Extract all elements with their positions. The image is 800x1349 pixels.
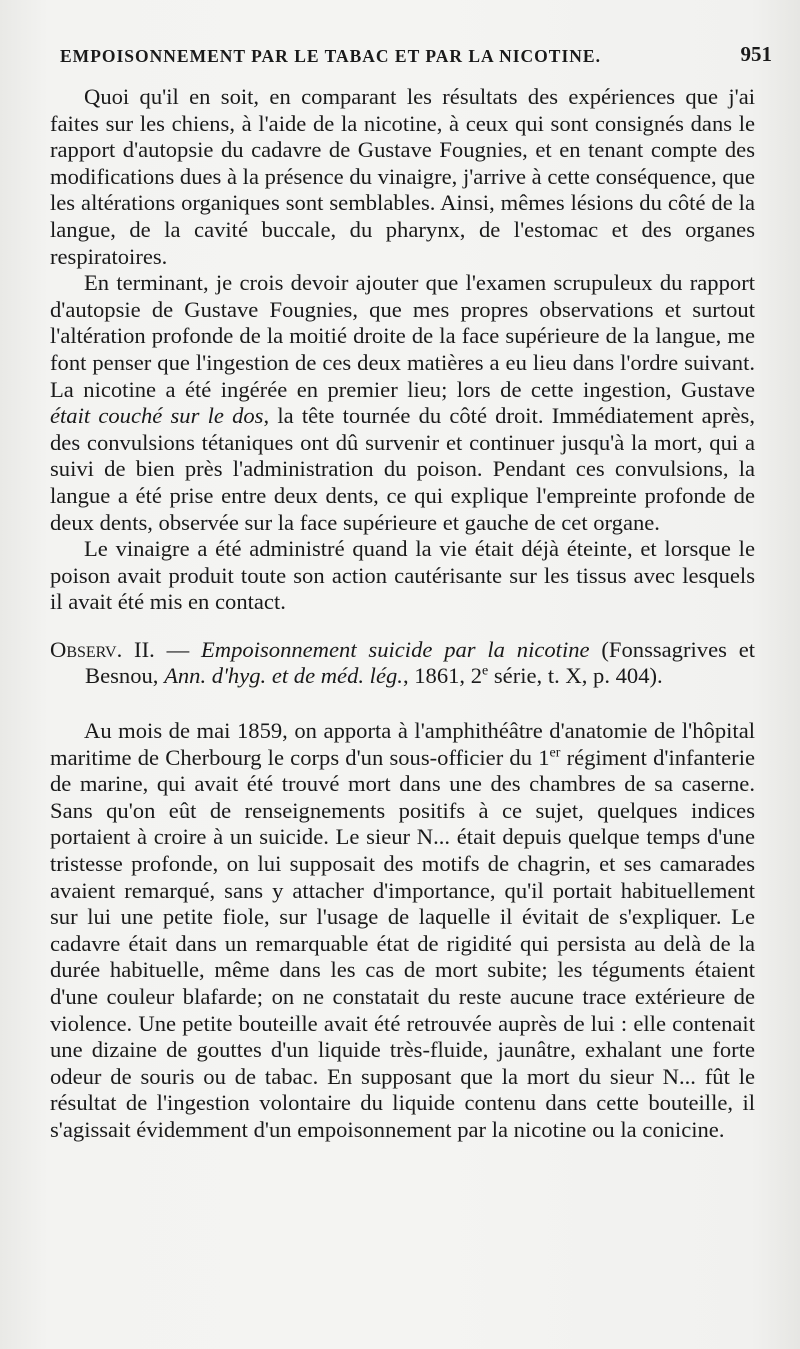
- observation-label: Observ. II.: [50, 636, 155, 662]
- observation-title: Empoisonnement suicide par la nicotine: [200, 636, 590, 662]
- observation-ref-sup: e: [482, 663, 489, 679]
- paragraph-1: Quoi qu'il en soit, en comparant les résultats des expériences que j'ai faites sur les chiens, à l'aide de la nicotine, à ceux qui sont consignés dans le rapport d'autopsie du cadavre de Gustave Fougnies, et en tenant compte des modifications dues à la présence du vinaigre, j'arrive à cette conséquence, que les altérations organiques sont semblables. Ainsi, mêmes lésions du côté de la langue, de la cavité buccale, du pharynx, de l'estomac et des organes respiratoires.: [50, 84, 755, 269]
- running-header: [60, 42, 772, 67]
- running-title: EMPOISONNEMENT PAR LE TABAC ET PAR LA NICOTINE.: [60, 46, 601, 66]
- page-number: 951: [740, 42, 772, 66]
- paragraph-4-sup: er: [549, 745, 561, 761]
- observation-ref-a: , 1861, 2: [402, 663, 483, 689]
- observation-dash: —: [154, 636, 201, 662]
- paragraph-2: [50, 270, 755, 536]
- paragraph-4: [50, 718, 755, 1144]
- paragraph-4-text-a: Au mois de mai 1859, on apporta à l'amphithéâtre d'anatomie de l'hôpital maritime de Cherbourg le corps d'un sous-officier du 1: [50, 718, 755, 770]
- paragraph-4-text-b: régiment d'infanterie de marine, qui avait été trouvé mort dans une des chambres de sa caserne. Sans qu'on eût de renseignements positifs à ce sujet, quelques indices portaient à croire à un suicide. Le sieur N... était depuis quelque temps d'une tristesse profonde, on lui supposait des motifs de chagrin, et ses camarades avaient remarqué, sans y attacher d'importance, qu'il portait habituellement sur lui une petite fiole, sur l'usage de laquelle il évitait de s'expliquer. Le cadavre était dans un remarquable état de rigidité qui persista au delà de la durée habituelle, même dans les cas de mort subite; les téguments étaient d'une couleur blafarde; on ne constatait du reste aucune trace extérieure de violence. Une petite bouteille avait été retrouvée auprès de lui : elle contenait une dizaine de gouttes d'un liquide très-fluide, jaunâtre, exhalant une forte odeur de souris ou de tabac. En supposant que la mort du sieur N... fût le résultat de l'ingestion volontaire du liquide contenu dans cette bouteille, il s'agissait évidemment d'un empoisonnement par la nicotine ou la conicine.: [50, 744, 755, 1142]
- observation-ref-b: série, t. X, p. 404).: [488, 663, 663, 689]
- paragraph-2-italic: était couché sur le dos: [50, 403, 264, 429]
- paragraph-2-text-a: En terminant, je crois devoir ajouter que l'examen scrupuleux du rapport d'autopsie de Gustave Fougnies, que mes propres observations et surtout l'altération profonde de la moitié droite de la face supérieure de la langue, me font penser que l'ingestion de ces deux matières a eu lieu dans l'ordre suivant. La nicotine a été ingérée en premier lieu; lors de cette ingestion, Gustave: [50, 270, 755, 402]
- paragraph-2-text-b: , la tête tournée du côté droit. Immédiatement après, des convulsions tétaniques ont dû survenir et continuer jusqu'à la mort, qui a suivi de bien près l'administration du poison. Pendant ces convulsions, la langue a été prise entre deux dents, ce qui explique l'empreinte profonde de deux dents, observée sur la face supérieure et gauche de cet organe.: [50, 403, 755, 535]
- paragraph-3: Le vinaigre a été administré quand la vie était déjà éteinte, et lorsque le poison avait produit toute son action cautérisante sur les tissus avec lesquels il avait été mis en contact.: [50, 536, 755, 615]
- page-body: [50, 84, 755, 1144]
- observation-authors: (Fonssagrives et Besnou,: [85, 636, 756, 689]
- observation-journal: Ann. d'hyg. et de méd. lég.: [164, 663, 403, 689]
- observation-heading: [50, 637, 755, 690]
